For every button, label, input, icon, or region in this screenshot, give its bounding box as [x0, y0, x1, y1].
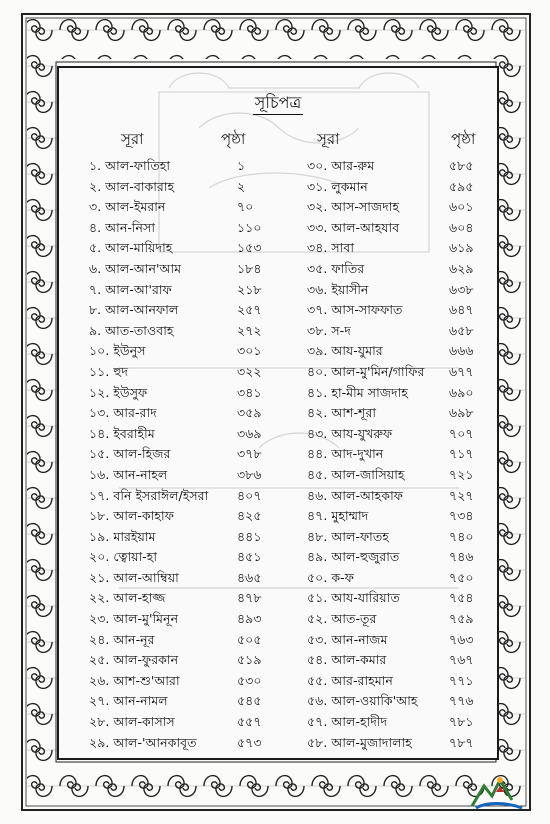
toc-row — [307, 712, 487, 733]
sura-name: ২৭. আন-নামল — [89, 693, 168, 709]
toc-row — [307, 341, 487, 362]
toc-row — [89, 609, 279, 630]
page-number: ৬৭৭ — [449, 363, 474, 379]
toc-row — [307, 424, 487, 445]
left-sura-list — [89, 156, 279, 753]
toc-row — [89, 712, 279, 733]
sura-name: ৪০. আল-মু'মিন/গাফির — [307, 363, 425, 379]
sura-name: ৪. আন-নিসা — [89, 219, 156, 235]
page-number: ৬০৪ — [449, 219, 474, 235]
toc-row — [89, 383, 279, 404]
page-number: ৬৩৮ — [449, 281, 474, 297]
right-page-header: পৃষ্ঠা — [451, 130, 476, 148]
sura-name: ৬. আল-আন'আম — [89, 260, 182, 276]
left-page-header: পৃষ্ঠা — [221, 130, 246, 148]
toc-title: সূচিপত্র — [59, 90, 497, 117]
page-number: ৬৫৮ — [449, 322, 474, 338]
page-number: ২ — [237, 178, 246, 194]
toc-row — [307, 280, 487, 301]
sura-name: ৩২. আস-সাজদাহ — [307, 199, 400, 215]
page-number: ৩০১ — [237, 343, 262, 359]
page-number: ৫৫৭ — [237, 714, 262, 730]
page-number: ৩৫৯ — [237, 405, 262, 421]
publisher-logo — [466, 772, 528, 812]
sura-name: ৪৫. আল-জাসিয়াহ — [307, 466, 405, 482]
page-number: ৭৬৩ — [449, 631, 474, 647]
toc-row — [307, 465, 487, 486]
right-sura-list — [307, 156, 487, 753]
page-number: ৩৭৮ — [237, 446, 262, 462]
sura-name: ৫২. আত-তূর — [307, 611, 377, 627]
page-number: ৬৪৭ — [449, 302, 474, 318]
sura-name: ৪৮. আল-ফাতহ — [307, 528, 389, 544]
sura-name: ১৯. মারইয়াম — [89, 528, 156, 544]
toc-row — [307, 403, 487, 424]
page-number: ৪৫১ — [237, 549, 262, 565]
page-number: ৫৮৫ — [449, 158, 474, 173]
sura-name: ৫৬. আল-ওয়াকি'আহ — [307, 693, 418, 709]
sura-name: ৩. আল-ইমরান — [89, 199, 166, 215]
toc-row — [89, 177, 279, 198]
sura-name: ১৮. আল-কাহাফ — [89, 508, 174, 524]
sura-name: ৫৮. আল-মুজাদালাহ — [307, 734, 412, 750]
page-number: ৭৭৬ — [449, 693, 474, 709]
page-number: ৭৫০ — [449, 569, 474, 585]
sura-name: ২৮. আল-কাসাস — [89, 714, 175, 730]
toc-row — [89, 568, 279, 589]
sura-name: ১১. হুদ — [89, 363, 129, 379]
page-number: ১৫৩ — [237, 240, 262, 256]
toc-row — [307, 650, 487, 671]
page-number: ৭৮১ — [449, 714, 474, 730]
sura-name: ১৩. আর-রাদ — [89, 405, 157, 421]
toc-row — [89, 671, 279, 692]
sura-name: ৫৭. আল-হাদীদ — [307, 714, 388, 730]
page-number: ৭২১ — [449, 466, 474, 482]
page-number: ৬৯০ — [449, 384, 474, 400]
toc-row — [307, 197, 487, 218]
toc-row — [89, 527, 279, 548]
page-number: ৬১৯ — [449, 240, 474, 256]
toc-row — [307, 444, 487, 465]
toc-row — [89, 650, 279, 671]
page-number: ৫১৯ — [237, 652, 262, 668]
page-number: ৩৮৬ — [237, 466, 262, 482]
page-number: ৭৪০ — [449, 528, 474, 544]
toc-row — [307, 527, 487, 548]
sura-name: ১২. ইউসুফ — [89, 384, 148, 400]
page-number: ৩৬৯ — [237, 425, 262, 441]
toc-row — [307, 506, 487, 527]
toc-row — [89, 280, 279, 301]
page-number: ২৭২ — [237, 322, 262, 338]
page-number: ৫০৫ — [237, 631, 262, 647]
page-number: ২১৮ — [237, 281, 262, 297]
page-number: ৬২৯ — [449, 260, 474, 276]
page-number: ৭০৭ — [449, 425, 474, 441]
page-number: ৭১৭ — [449, 446, 474, 462]
toc-row — [307, 486, 487, 507]
toc-row — [89, 156, 279, 177]
page-number: ৭২৭ — [449, 487, 474, 503]
sura-name: ৩১. লুকমান — [307, 178, 368, 194]
page-number: ৭৫৪ — [449, 590, 474, 606]
sura-name: ১৬. আন-নাহল — [89, 466, 168, 482]
page-number: ৪৯৩ — [237, 611, 262, 627]
sura-name: ৫. আল-মায়িদাহ — [89, 240, 173, 256]
toc-row — [89, 424, 279, 445]
table-of-contents-panel — [57, 66, 499, 760]
right-sura-header: সূরা — [317, 130, 340, 148]
toc-row — [89, 547, 279, 568]
page-number: ১১০ — [237, 219, 262, 235]
toc-row — [89, 197, 279, 218]
toc-row — [89, 444, 279, 465]
toc-row — [89, 321, 279, 342]
sura-name: ১৪. ইবরাহীম — [89, 425, 155, 441]
page-number: ২৫৭ — [237, 302, 262, 318]
toc-row — [89, 486, 279, 507]
toc-row — [307, 568, 487, 589]
sura-name: ২১. আল-আম্বিয়া — [89, 569, 179, 585]
sura-name: ২৪. আন-নূর — [89, 631, 155, 647]
sura-name: ৪৪. আদ-দুখান — [307, 446, 384, 462]
toc-row — [307, 609, 487, 630]
toc-row — [89, 506, 279, 527]
toc-row — [307, 321, 487, 342]
sura-name: ২৫. আল-ফুরকান — [89, 652, 179, 668]
page-number: ৫৯৫ — [449, 178, 474, 194]
left-sura-header: সূরা — [121, 130, 144, 148]
toc-row — [89, 733, 279, 754]
sura-name: ৭. আল-আ'রাফ — [89, 281, 172, 297]
sura-name: ৩৫. ফাতির — [307, 260, 365, 276]
toc-row — [89, 403, 279, 424]
page-number: ৭৬৭ — [449, 652, 474, 668]
toc-row — [307, 671, 487, 692]
page-number: ১৮৪ — [237, 260, 262, 276]
sura-name: ৩৭. আস-সাফফাত — [307, 302, 403, 318]
toc-row — [89, 218, 279, 239]
sura-name: ৫৫. আর-রাহমান — [307, 672, 393, 688]
page-number: ৩৪১ — [237, 384, 262, 400]
sura-name: ১০. ইউনুস — [89, 343, 146, 359]
sura-name: ২৩. আল-মু'মিনূন — [89, 611, 179, 627]
sura-name: ১. আল-ফাতিহা — [89, 158, 170, 173]
toc-row — [307, 177, 487, 198]
page-number: ৭৩৪ — [449, 508, 474, 524]
page-number: ৭৫৯ — [449, 611, 474, 627]
sura-name: ৪১. হা-মীম সাজদাহ — [307, 384, 408, 400]
sura-name: ৫০. ক-ফ — [307, 569, 354, 585]
toc-row — [89, 341, 279, 362]
sura-name: ৩৪. সাবা — [307, 240, 354, 256]
sura-name: ৩৩. আল-আহযাব — [307, 219, 400, 235]
toc-row — [307, 259, 487, 280]
toc-row — [307, 733, 487, 754]
page-number: ৪৪১ — [237, 528, 262, 544]
toc-row — [307, 383, 487, 404]
sura-name: ৩০. আর-রুম — [307, 158, 375, 173]
toc-row — [89, 630, 279, 651]
sura-name: ৫১. আয-যারিয়াত — [307, 590, 400, 606]
sura-name: ৪৩. আয-যুখরুফ — [307, 425, 393, 441]
sura-name: ৪২. আশ-শূরা — [307, 405, 377, 421]
sura-name: ৪৭. মুহাম্মাদ — [307, 508, 369, 524]
toc-row — [307, 630, 487, 651]
page-number: ৪৭৮ — [237, 590, 262, 606]
toc-row — [89, 259, 279, 280]
sura-name: ৩৯. আয-যুমার — [307, 343, 383, 359]
sura-name: ১৭. বনি ইসরাঈল/ইসরা — [89, 487, 209, 503]
sura-name: ৩৮. স-দ — [307, 322, 351, 338]
page-number: ১ — [237, 158, 246, 173]
toc-row — [89, 465, 279, 486]
sura-name: ৫৩. আন-নাজম — [307, 631, 388, 647]
sura-name: ৮. আল-আনফাল — [89, 302, 179, 318]
toc-row — [307, 156, 487, 177]
page-number: ৫৪৫ — [237, 693, 262, 709]
page-number: ৬৬৬ — [449, 343, 474, 359]
page-number: ৪৬৫ — [237, 569, 262, 585]
toc-row — [307, 218, 487, 239]
page-number: ৫৩০ — [237, 672, 262, 688]
page-number: ৭৪৬ — [449, 549, 474, 565]
sura-name: ২৯. আল-'আনকাবূত — [89, 734, 197, 750]
page-number: ৬৯৮ — [449, 405, 474, 421]
sura-name: ২২. আল-হাজ্জ — [89, 590, 166, 606]
page-number: ৪২৫ — [237, 508, 262, 524]
sura-name: ৪৬. আল-আহকাফ — [307, 487, 403, 503]
sura-name: ১৫. আল-হিজর — [89, 446, 171, 462]
toc-row — [307, 588, 487, 609]
toc-row — [307, 547, 487, 568]
toc-row — [307, 238, 487, 259]
page-number: ৭৮৭ — [449, 734, 474, 750]
sura-name: ২০. ত্বোয়া-হা — [89, 549, 157, 565]
sura-name: ২৬. আশ-শু'আরা — [89, 672, 180, 688]
toc-row — [89, 691, 279, 712]
toc-row — [89, 238, 279, 259]
sura-name: ৫৪. আল-কমার — [307, 652, 387, 668]
sura-name: ৩৬. ইয়াসীন — [307, 281, 369, 297]
page-number: ৪০৭ — [237, 487, 262, 503]
page-number: ৭৭১ — [449, 672, 474, 688]
toc-row — [89, 588, 279, 609]
toc-row — [307, 691, 487, 712]
toc-row — [89, 300, 279, 321]
toc-row — [89, 362, 279, 383]
page-number: ৩২২ — [237, 363, 262, 379]
toc-row — [307, 362, 487, 383]
sura-name: ৯. আত-তাওবাহ — [89, 322, 174, 338]
page-number: ৬০১ — [449, 199, 474, 215]
sura-name: ৪৯. আল-হুজুরাত — [307, 549, 400, 565]
toc-row — [307, 300, 487, 321]
sura-name: ২. আল-বাকারাহ — [89, 178, 175, 194]
page-number: ৫৭৩ — [237, 734, 262, 750]
page-number: ৭০ — [237, 199, 254, 215]
